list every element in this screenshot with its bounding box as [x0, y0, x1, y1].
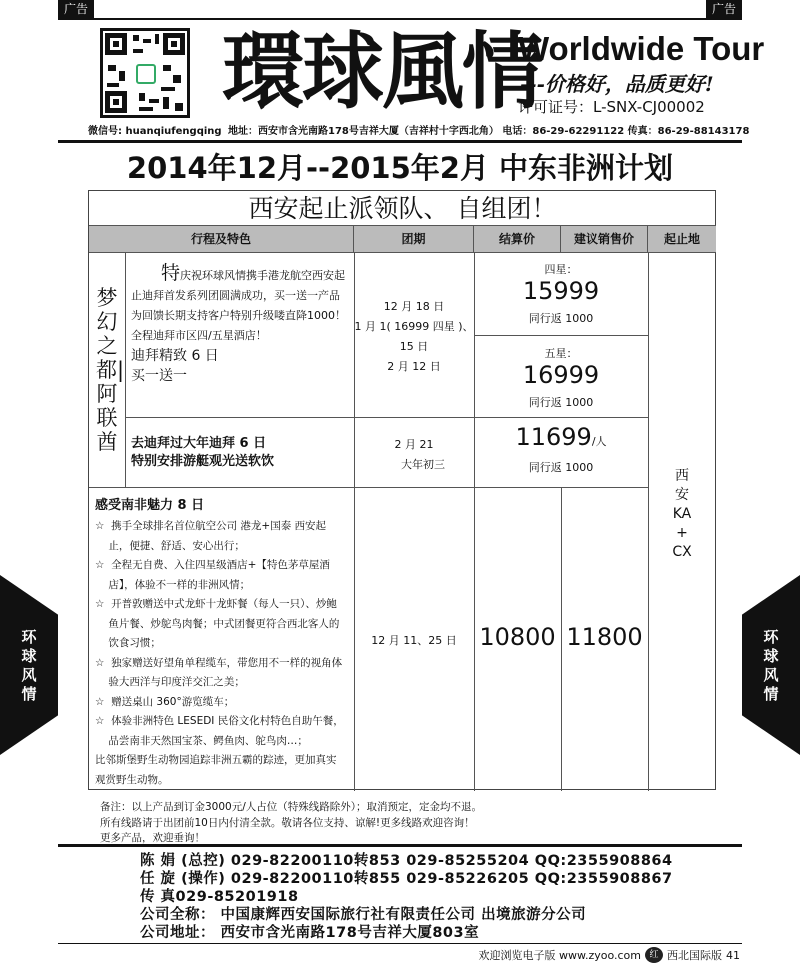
footer-divider — [58, 943, 742, 944]
newyear-price-unit: /人 — [591, 435, 607, 448]
brand-logo: 環球風情 — [222, 23, 543, 121]
contact-line: 公司地址： 西安市含光南路178号吉祥大厦803室 — [140, 925, 480, 941]
promo-text: 庆祝环球风情携手港龙航空西安起止迪拜首发系列团圆满成功，买一送一产品为回馈长期支持客户特别升级喽直降1000！全程迪拜市区四/五星酒店！ — [131, 269, 346, 342]
feature-line: 店】，体验不一样的非洲风情； — [95, 578, 251, 591]
qr-logo-icon — [136, 64, 156, 84]
price-5star-block — [474, 347, 648, 413]
dubai-date: 1 月 1( 16999 四星 )、 — [354, 320, 474, 333]
note-line: 备注：以上产品到订金3000元/人占位（特殊线路除外）；取消预定，定金均不退。 — [100, 801, 483, 813]
footer — [478, 947, 740, 963]
price-4star-label: 四星： — [544, 263, 578, 276]
notes — [100, 800, 482, 847]
license-number: 许可证号：L-SNX-CJ00002 — [518, 98, 705, 116]
start-end-line: + — [676, 525, 688, 541]
newyear-price: 11699 — [515, 423, 592, 451]
rebate-5star: 同行返 1000 — [528, 396, 594, 409]
dubai-product-name: 迪拜精致 6 日 — [131, 348, 219, 364]
price-5star: 16999 — [522, 361, 600, 389]
start-end-line: 西 — [675, 468, 689, 484]
page-number: 41 — [726, 948, 740, 962]
start-end-location — [648, 467, 716, 562]
header-divider — [58, 140, 742, 143]
note-line: 更多产品，欢迎垂询！ — [100, 832, 205, 844]
contact-line: 公司全称： 中国康辉西安国际旅行社有限责任公司 出境旅游分公司 — [140, 907, 587, 923]
contact-line: 陈 娟 (总控) 029-82200110转853 029-85255204 QQ:2355908864 — [140, 853, 673, 869]
col-header-sale-price: 建议销售价 — [561, 226, 648, 253]
feature-line: 止，便捷、舒适、安心出行； — [95, 539, 245, 552]
feature-line: ☆ 赠送桌山 360°游览缆车； — [95, 695, 235, 708]
newyear-price-block — [474, 423, 648, 478]
col-header-itinerary: 行程及特色 — [89, 226, 354, 253]
south-africa-title: 感受南非魅力 8 日 — [95, 498, 205, 513]
newyear-date: 2 月 21 — [394, 438, 434, 451]
newyear-sub: 特别安排游艇观光送软饮 — [131, 454, 275, 469]
destination-uae: 梦幻之都|阿联酋 — [96, 286, 125, 454]
dubai-dates — [354, 297, 474, 377]
feature-line: ☆ 独家赠送好望角单程缆车，带您用不一样的视角体 — [95, 656, 343, 669]
side-label-right: 环 球 风 情 — [763, 628, 779, 703]
newyear-date-sub: 大年初三 — [401, 458, 445, 471]
brand-tagline-en: Worldwide Tour — [518, 30, 765, 67]
start-end-line: KA — [672, 506, 692, 522]
qr-code[interactable] — [100, 28, 190, 118]
price-4star: 15999 — [522, 277, 600, 305]
price-4star-block — [474, 263, 648, 329]
feature-line: ☆ 开普敦赠送中式龙虾十龙虾餐（每人一只）、炒鲍 — [95, 598, 337, 610]
south-africa-settle-price: 10800 — [479, 623, 556, 651]
table-subtitle: 西安起止派领队、 自组团！ — [89, 191, 716, 226]
footer-website[interactable]: 欢迎浏览电子版 www.zyoo.com — [478, 949, 641, 962]
contact-line: 任 旋 (操作) 029-82200110转855 029-85226205 QQ:2355908867 — [140, 871, 673, 887]
feature-line: ☆ 体验非洲特色 LESEDI 民俗文化村特色自助午餐， — [95, 715, 344, 727]
feature-line: 饮食习惯； — [95, 637, 161, 649]
newyear-dates — [354, 435, 474, 475]
brand-slogan: ---价格好，品质更好! — [520, 72, 714, 96]
feature-line: ☆ 携手全球排名首位航空公司 港龙+国泰 西安起 — [95, 520, 327, 532]
start-end-line: CX — [672, 544, 692, 560]
agency-address-contact: 地址：西安市含光南路178号吉祥大厦（吉祥村十字西北角） 电话：86-29-62291122 传真：86-29-88143178 — [228, 126, 750, 137]
south-africa-features — [95, 517, 351, 790]
feature-line: 验大西洋与印度洋交汇之美； — [95, 676, 245, 688]
side-label-left: 环 球 风 情 — [21, 628, 37, 703]
col-header-settle-price: 结算价 — [474, 226, 561, 253]
note-line: 所有线路请于出团前10日内付清全款。敬请各位支持、谅解!更多线路欢迎咨询！ — [100, 816, 475, 829]
itinerary-table — [88, 190, 716, 790]
newyear-product — [131, 435, 351, 471]
south-africa-product — [95, 495, 351, 790]
start-end-line: 安 — [675, 487, 689, 503]
red-badge-icon: 红 — [645, 947, 663, 963]
rebate-4star: 同行返 1000 — [528, 312, 594, 325]
promo-lead: 特 — [161, 262, 181, 284]
dubai-date: 2 月 12 日 — [387, 360, 441, 373]
dubai-promo — [131, 263, 349, 386]
footer-edition: 西北国际版 — [667, 949, 722, 962]
dubai-product-sub: 买一送一 — [131, 368, 187, 384]
col-header-dates: 团期 — [354, 226, 474, 253]
newyear-name: 去迪拜过大年迪拜 6 日 — [131, 436, 267, 451]
ad-label-right: 广告 — [706, 0, 742, 18]
feature-line: 观赏野生动物。 — [95, 773, 169, 786]
south-africa-dates: 12 月 11、25 日 — [371, 634, 457, 647]
dubai-date: 15 日 — [399, 340, 429, 353]
newyear-rebate: 同行返 1000 — [528, 461, 594, 474]
feature-line: ☆ 全程无自费、入住四星级酒店+【特色茅草屋酒 — [95, 559, 330, 571]
dubai-date: 12 月 18 日 — [383, 300, 445, 313]
price-5star-label: 五星： — [544, 347, 578, 360]
plan-title: 2014年12月--2015年2月 中东非洲计划 — [126, 151, 674, 185]
ad-label-left: 广告 — [58, 0, 94, 18]
top-divider — [58, 18, 742, 20]
feature-line: 比邻斯堡野生动物园追踪非洲五霸的踪迹，更加真实 — [95, 754, 337, 766]
feature-line: 鱼片餐、炒鸵鸟肉餐；中式团餐更符合西北客人的 — [95, 617, 340, 630]
feature-line: 品尝南非天然国宝茶、鳄鱼肉、鸵鸟肉…； — [95, 734, 308, 747]
col-header-start-end: 起止地 — [648, 226, 716, 253]
contact-line: 传 真029-85201918 — [140, 889, 299, 905]
contact-divider — [58, 844, 742, 847]
contacts — [140, 852, 673, 942]
wechat-id: 微信号: huanqiufengqing — [88, 126, 222, 137]
south-africa-sale-price: 11800 — [566, 623, 643, 651]
